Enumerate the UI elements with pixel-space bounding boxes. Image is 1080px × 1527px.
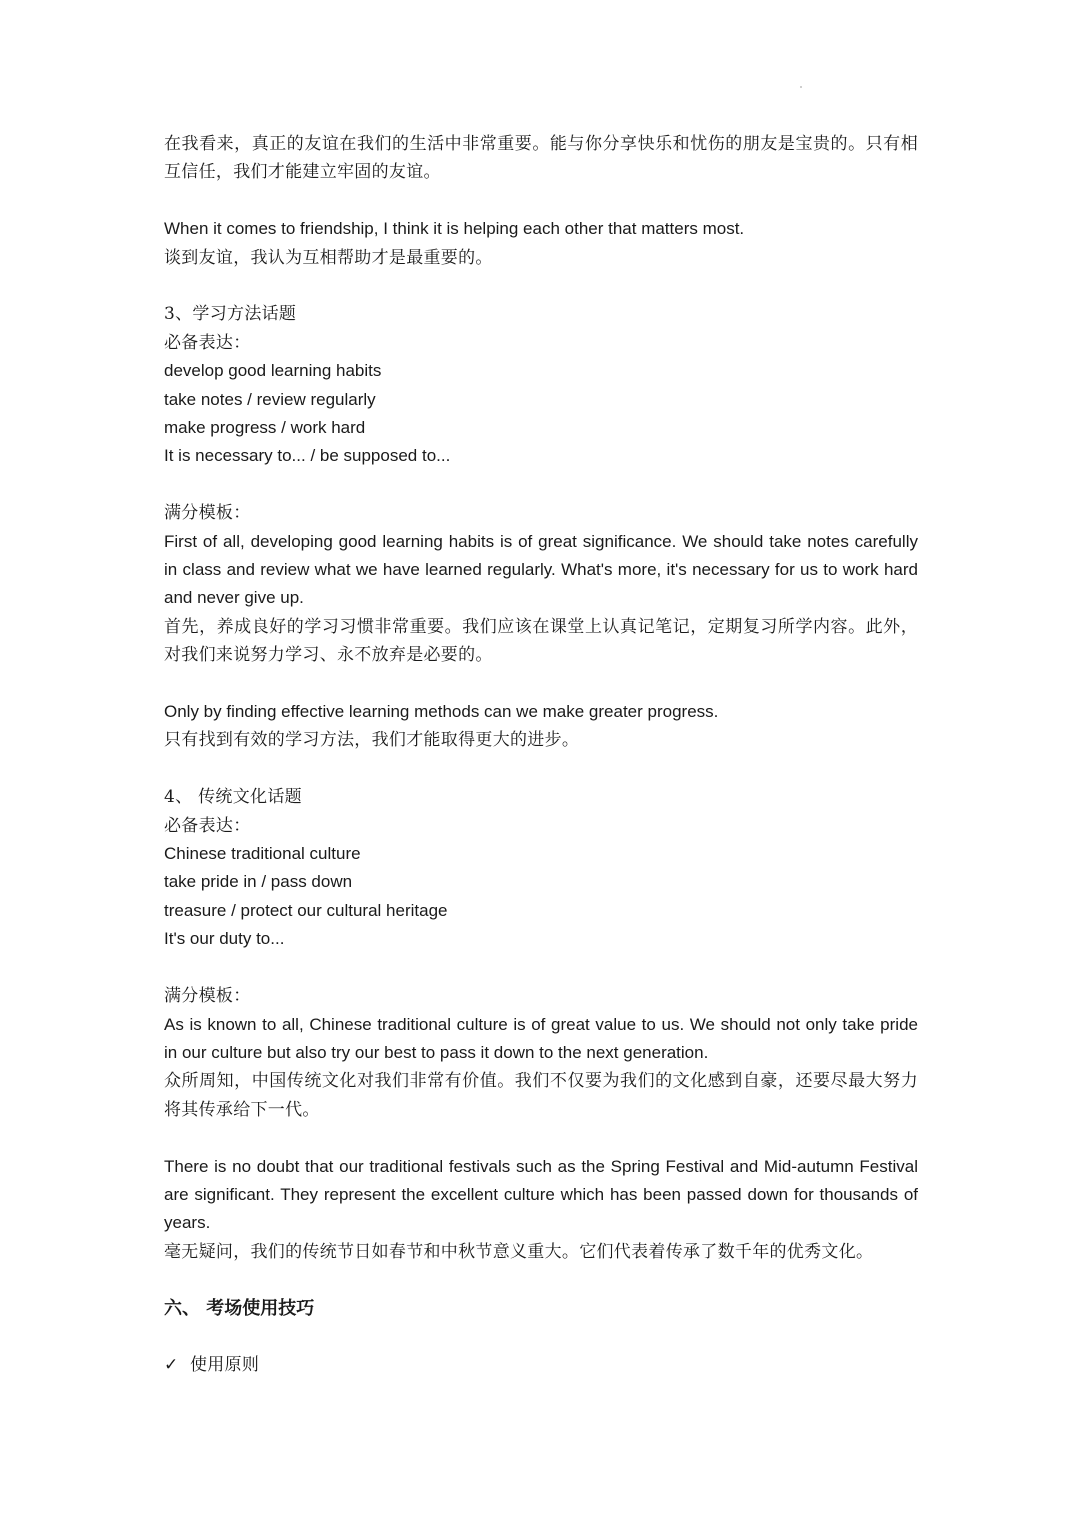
culture-expression-item: take pride in / pass down [164, 872, 353, 892]
learning-expression-item: make progress / work hard [164, 418, 366, 438]
learning-expression-item: It is necessary to... / be supposed to... [164, 446, 451, 466]
scan-dot [800, 86, 802, 88]
principles-subheading: 使用原则 [190, 1355, 260, 1376]
learning-heading: 3、学习方法话题 [164, 304, 297, 325]
learning-template-label: 满分模板： [164, 503, 251, 524]
culture-expression-item: Chinese traditional culture [164, 844, 361, 864]
learning-expression-item: take notes / review regularly [164, 389, 376, 409]
culture-heading: 4、 传统文化话题 [164, 787, 302, 808]
learning-expressions-label: 必备表达： [164, 332, 251, 353]
culture-expression-item: It's our duty to... [164, 929, 285, 949]
spacer [164, 1266, 918, 1294]
culture-expressions-label: 必备表达： [164, 815, 251, 836]
friendship-en-sentence: When it comes to friendship, I think it is helping each other that matters most. [164, 219, 745, 239]
culture-zh-paragraph: 众所周知，中国传统文化对我们非常有价值。我们不仅要为我们的文化感到自豪，还要尽最大努力将其传承给下一代。 [164, 1071, 918, 1120]
learning-zh-sentence: 只有找到有效的学习方法，我们才能取得更大的进步。 [164, 730, 580, 751]
friendship-zh-sentence: 谈到友谊，我认为互相帮助才是最重要的。 [164, 247, 493, 268]
spacer [164, 755, 918, 783]
spacer [164, 954, 918, 982]
checkmark-icon: ✓ [164, 1355, 179, 1376]
learning-expression-item: develop good learning habits [164, 361, 382, 381]
learning-en-paragraph: First of all, developing good learning habits is of great significance. We should take notes carefully in class and review what we have learned regularly. What's more, it's necessary for us to work hard and never give up. [164, 531, 918, 608]
document-body [164, 130, 918, 1380]
learning-zh-paragraph: 首先，养成良好的学习习惯非常重要。我们应该在课堂上认真记笔记，定期复习所学内容。此外，对我们来说努力学习、永不放弃是必要的。 [164, 616, 918, 666]
spacer [164, 1323, 918, 1351]
principles-line [164, 1351, 918, 1379]
culture-template-label: 满分模板： [164, 986, 251, 1007]
culture-en-paragraph: As is known to all, Chinese traditional culture is of great value to us. We should not only take pride in our culture but also try our best to pass it down to the next generation. [164, 1014, 918, 1062]
spacer [164, 670, 918, 698]
section-six-heading: 六、 考场使用技巧 [164, 1297, 315, 1319]
culture-en-paragraph-2: There is no doubt that our traditional festivals such as the Spring Festival and Mid-autumn Festival are significant. They represent the excellent culture which has been passed down for thousands of years. [164, 1156, 918, 1233]
spacer [164, 1124, 918, 1152]
spacer [164, 471, 918, 499]
friendship-zh-paragraph: 在我看来，真正的友谊在我们的生活中非常重要。能与你分享快乐和忧伤的朋友是宝贵的。只有相互信任，我们才能建立牢固的友谊。 [164, 134, 918, 183]
spacer [164, 187, 918, 215]
learning-en-sentence: Only by finding effective learning methods can we make greater progress. [164, 702, 719, 722]
spacer [164, 272, 918, 300]
culture-expression-item: treasure / protect our cultural heritage [164, 900, 448, 920]
culture-zh-paragraph-2: 毫无疑问，我们的传统节日如春节和中秋节意义重大。它们代表着传承了数千年的优秀文化。 [164, 1241, 874, 1262]
